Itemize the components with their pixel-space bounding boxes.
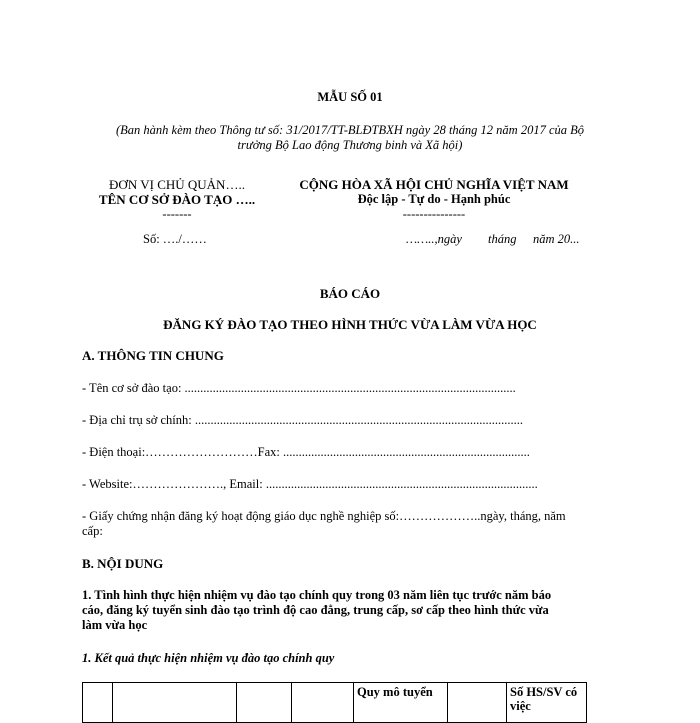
training-results-table [82,682,587,723]
table-cell [292,683,354,723]
country-name: CỘNG HÒA XÃ HỘI CHỦ NGHĨA VIỆT NAM [299,177,569,192]
field-license-line-1: - Giấy chứng nhận đăng ký hoạt động giáo dục nghề nghiệp số:………………..ngày, tháng, năm [82,509,566,523]
table-header-scale: Quy mô tuyển [354,683,448,723]
date-prefix: ……..,ngày [406,232,462,246]
item-1-line-2: cáo, đăng ký tuyển sinh đào tạo trình độ cao đẳng, trung cấp, sơ cấp theo hình thức vừa [82,603,549,617]
item-1-line-1: 1. Tình hình thực hiện nhiệm vụ đào tạo chính quy trong 03 năm liên tục trước năm báo [82,588,552,602]
field-license-line-2: cấp: [82,524,103,538]
form-number: MẪU SỐ 01 [317,90,383,104]
issued-note-line-1: (Ban hành kèm theo Thông tư số: 31/2017/TT-BLĐTBXH ngày 28 tháng 12 năm 2017 của Bộ [115,123,585,137]
date-year: năm 20... [533,232,580,246]
issued-note-line-2: trưởng Bộ Lao động Thương binh và Xã hội) [237,138,463,152]
institution-name: TÊN CƠ SỞ ĐÀO TẠO ….. [98,192,256,207]
table-row [83,683,587,723]
table-header-students-employed: Số HS/SV có việc [507,683,587,723]
country-motto: Độc lập - Tự do - Hạnh phúc [357,192,511,206]
right-divider: --------------- [402,207,466,221]
date-month: tháng [488,232,517,246]
section-b-heading: B. NỘI DUNG [82,556,164,571]
table-cell [113,683,237,723]
field-phone-fax: - Điện thoại:………………………Fax: ............................................................................... [82,445,530,459]
report-title: BÁO CÁO [319,286,381,301]
document-number: Số: …./…… [143,232,207,246]
report-subtitle: ĐĂNG KÝ ĐÀO TẠO THEO HÌNH THỨC VỪA LÀM VỪA HỌC [163,317,537,332]
item-1-line-3: làm vừa học [82,618,148,632]
left-divider: ------- [162,207,192,221]
section-a-heading: A. THÔNG TIN CHUNG [82,348,224,363]
subsection-1-title: 1. Kết quả thực hiện nhiệm vụ đào tạo chính quy [82,651,335,665]
field-website-email: - Website:…………………., Email: ....................................................................................... [82,477,538,491]
unit-name: ĐƠN VỊ CHỦ QUẢN….. [109,177,245,192]
field-institution-name: - Tên cơ sở đào tạo: .......................................................................................................... [82,381,516,395]
table-cell [448,683,507,723]
table-cell [83,683,113,723]
table-cell [237,683,292,723]
field-head-office-address: - Địa chỉ trụ sở chính: ......................................................................................................... [82,413,523,427]
